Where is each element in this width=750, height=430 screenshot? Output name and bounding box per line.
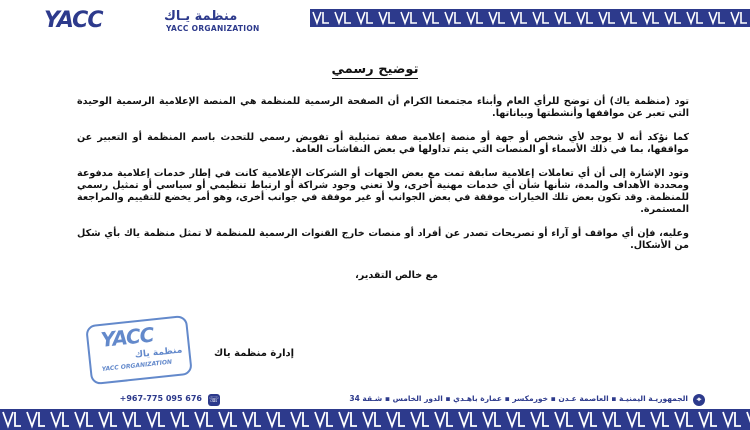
- footer-pattern-band: [0, 409, 750, 430]
- logo-subtitle: YACC ORGANIZATION: [166, 24, 260, 33]
- document-title: [0, 62, 750, 77]
- paragraph-2: كما نؤكد أنه لا يوجد لأي شخص أو جهة أو منصة إعلامية صفة تمثيلية أو تفويض رسمي للتحدث باسم المنظمة أو التعبير عن مواقفها، بما في ذلك الأسماء أو المنصات التي يتم تداولها في بعض النقاشات العامة.: [77, 132, 689, 155]
- logo-latin-text: YACC: [44, 8, 103, 33]
- phone-number: +967-775 095 676: [119, 394, 202, 403]
- stamp-arabic: منظمة ياك: [134, 345, 183, 361]
- signature-line: إدارة منظمة ياك: [214, 348, 295, 359]
- phone-icon: ☏: [208, 395, 219, 404]
- footer-contact: [78, 394, 706, 408]
- document-title-text: توضيح رسمي: [331, 62, 419, 77]
- paragraph-1: تود (منظمة ياك) أن توضح للرأي العام وأبناء مجتمعنا الكرام أن الصفحة الرسمية للمنظمة هي المنصة الإعلامية الرسمية الوحيدة التي تعبر عن مواقفها وأنشطتها وبياناتها.: [77, 96, 689, 119]
- footer-pattern-graphic: [0, 409, 750, 430]
- organization-stamp: [85, 315, 193, 385]
- logo-arabic-text: منظمة يـاك: [164, 9, 238, 24]
- closing-text: مع خالص التقدير،: [355, 270, 438, 281]
- paragraph-4: وعليه، فإن أي مواقف أو آراء أو تصريحات تصدر عن أفراد أو منصات خارج القنوات الرسمية للمنظمة لا تمثل منظمة ياك بأي شكل من الأشكال.: [77, 228, 689, 251]
- organization-logo: [44, 10, 294, 34]
- header-pattern-band: [310, 9, 750, 27]
- location-pin-icon: ⌖: [693, 394, 705, 406]
- stamp-latin: YACC: [99, 322, 155, 352]
- document-body: [77, 96, 689, 264]
- paragraph-3: وتود الإشارة إلى أن أي تعاملات إعلامية سابقة تمت مع بعض الجهات أو الشركات الإعلامية كانت في إطار خدمات إعلامية مدفوعة ومحددة الأهداف والمدة، شأنها شأن أي خدمات مهنية أخرى، ولا تعني وجود شراكة أو ارتباط تنظيمي أو سياسي أو تمثيل رسمي للمنظمة. وقد تكون بعض تلك الخيارات موفقة في بعض الجوانب أو غير موفقة في جوانب أخرى، وهو أمر يخضع للتقييم والمراجعة المستمرة.: [77, 168, 689, 215]
- stamp-subtitle: YACC ORGANIZATION: [101, 358, 173, 373]
- header-pattern-graphic: [310, 9, 750, 27]
- address-text: الجمهوريـة اليمنيـة ▪ العاصمة عـدن ▪ خورمكسر ▪ عمارة باهـدي ▪ الدور الخامس ▪ شـقة 34: [349, 394, 688, 403]
